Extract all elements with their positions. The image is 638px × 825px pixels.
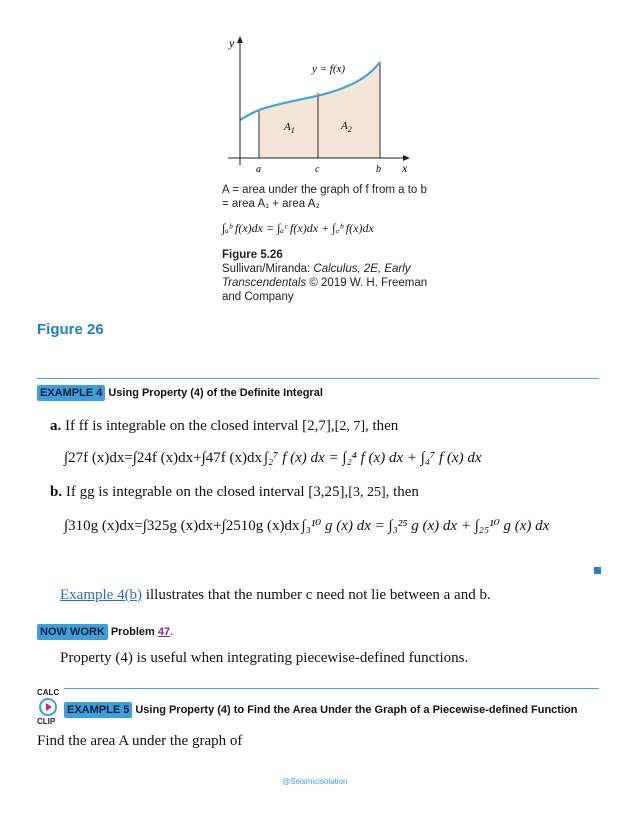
- watermark: @Seismicisolation: [282, 777, 348, 786]
- figure-graph: [218, 30, 418, 190]
- tick-c-label: c: [315, 164, 320, 175]
- play-icon: [39, 698, 57, 716]
- divider-rule: [37, 378, 599, 379]
- tick-b-label: b: [376, 164, 381, 175]
- example4-part-a: a. If ff is integrable on the closed interval [2,7],[2, 7], then: [50, 418, 399, 434]
- example4-part-b: b. If gg is integrable on the closed interval [3,25],[3, 25], then: [50, 484, 419, 500]
- part-a-label: a.: [50, 418, 62, 434]
- figure-caption: Figure 26: [37, 321, 104, 338]
- now-work-line: NOW WORK Problem 47.: [37, 622, 173, 640]
- example4-title: Using Property (4) of the Definite Integral: [108, 387, 323, 399]
- example5-title: Using Property (4) to Find the Area Under the Graph of a Piecewise-defined Function: [135, 704, 578, 716]
- figure-text-line2: = area A₁ + area A₂: [222, 198, 320, 210]
- curve-label: y = f(x): [312, 63, 346, 75]
- calc-clip-button[interactable]: CALC CLIP: [37, 688, 60, 726]
- now-work-badge: NOW WORK: [37, 624, 108, 640]
- example4-formula-a: ∫27f (x)dx=∫24f (x)dx+∫47f (x)dx ∫₂⁷ f (x) dx = ∫₂⁴ f (x) dx + ∫₄⁷ f (x) dx: [64, 450, 482, 466]
- problem-47-link[interactable]: 47: [157, 626, 171, 638]
- figure-credit-line3: and Company: [222, 291, 294, 303]
- y-axis-arrow: [237, 36, 243, 43]
- divider-rule-2: [64, 688, 599, 689]
- part-b-label: b.: [50, 484, 63, 500]
- figure-text-line1: A = area under the graph of f from a to b: [222, 184, 427, 196]
- area1-label: $A_1$: [284, 121, 295, 135]
- figure-credit-line2: Transcendentals © 2019 W. H. Freeman: [222, 277, 428, 289]
- note-paragraph: Example 4(b) illustrates that the number c need not lie between a and b.: [60, 587, 491, 603]
- tick-a-label: a: [256, 164, 261, 175]
- figure-number: Figure 5.26: [222, 249, 283, 261]
- example5-heading: [64, 700, 577, 718]
- example5-badge: EXAMPLE 5: [64, 702, 132, 718]
- figure-credit-line1: Sullivan/Miranda: Calculus, 2E, Early: [222, 263, 411, 275]
- example4-badge: EXAMPLE 4: [37, 385, 105, 401]
- figure-formula: ∫ₐᵇ f(x)dx = ∫ₐᶜ f(x)dx + ∫꜀ᵇ f(x)dx: [222, 221, 374, 235]
- example-4b-link[interactable]: Example 4(b): [60, 587, 143, 603]
- property-paragraph: Property (4) is useful when integrating piecewise-defined functions.: [60, 650, 469, 666]
- area2-label: $A_2$: [341, 120, 352, 134]
- example4-heading: [37, 383, 323, 401]
- x-axis-label: x: [402, 161, 408, 175]
- shaded-area: [259, 62, 380, 158]
- example5-text: Find the area A under the graph of: [37, 733, 243, 749]
- example4-formula-b: ∫310g (x)dx=∫325g (x)dx+∫2510g (x)dx ∫₃¹⁰ g (x) dx = ∫₃²⁵ g (x) dx + ∫₂₅¹⁰ g (x) dx: [64, 518, 550, 534]
- y-axis-label: y: [229, 36, 235, 50]
- end-of-example-marker: [594, 567, 601, 574]
